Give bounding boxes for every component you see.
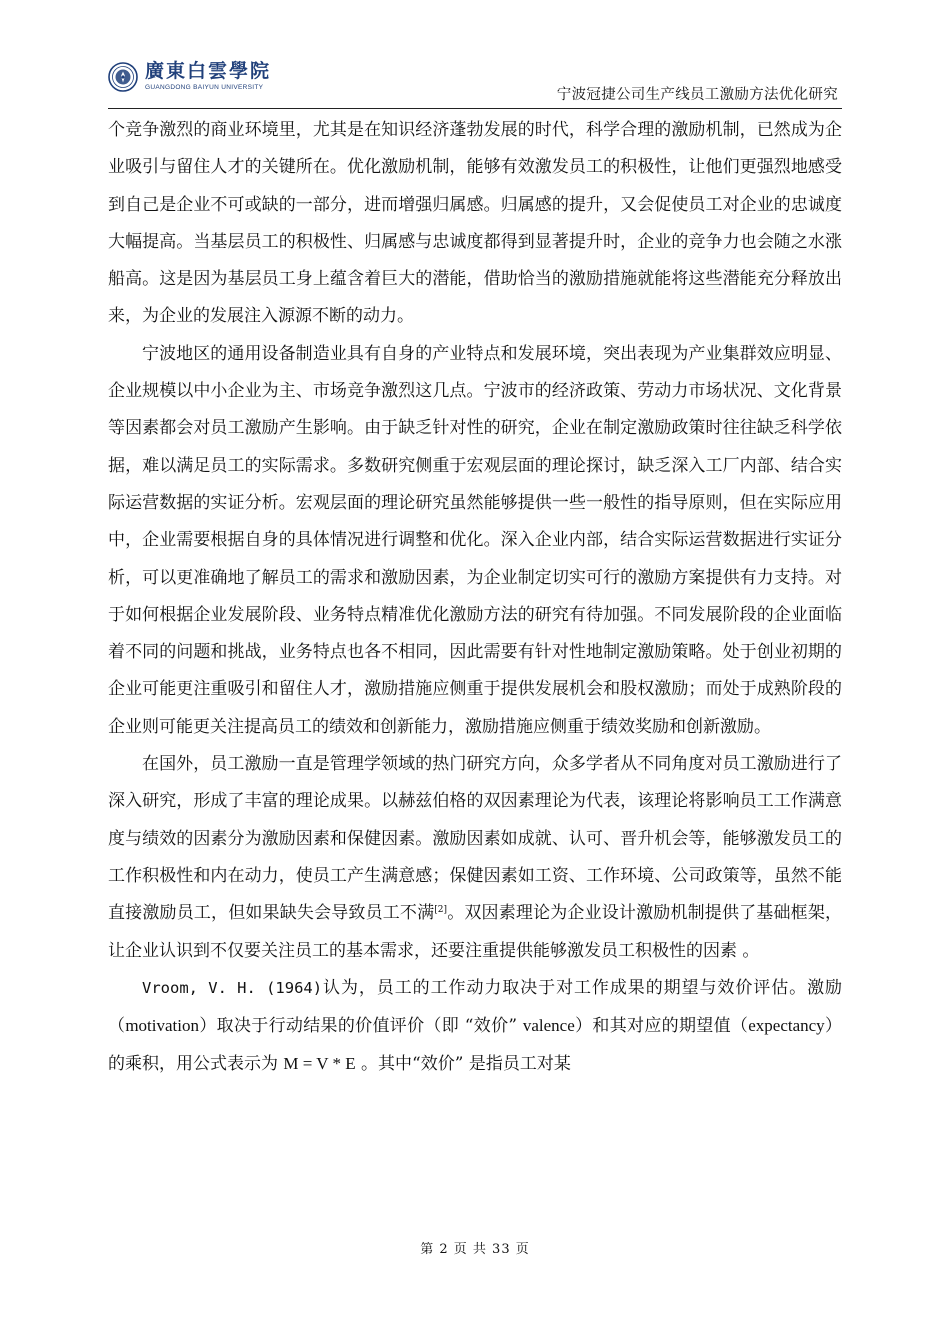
formula: M = V * E	[283, 1054, 356, 1074]
term-valence: valence	[522, 1016, 575, 1036]
term-expectancy: expectancy	[748, 1016, 825, 1036]
paragraph-4	[108, 970, 842, 1084]
page-footer	[0, 1238, 950, 1257]
paragraph-4-text-a: 认为，员工的工作动力取决于对工作成果的期望与效价评估。激励（	[108, 977, 842, 1037]
paragraph-1: 个竞争激烈的商业环境里，尤其是在知识经济蓬勃发展的时代，科学合理的激励机制，已然成为企业吸引与留住人才的关键所在。优化激励机制，能够有效激发员工的积极性，让他们更强烈地感受到自己是企业不可或缺的一部分，进而增强归属感。归属感的提升，又会促使员工对企业的忠诚度大幅提高。当基层员工的积极性、归属感与忠诚度都得到显著提升时，企业的竞争力也会随之水涨船高。这是因为基层员工身上蕴含着巨大的潜能，借助恰当的激励措施就能将这些潜能充分释放出来，为企业的发展注入源源不断的动力。	[108, 120, 842, 327]
paragraph-2: 宁波地区的通用设备制造业具有自身的产业特点和发展环境，突出表现为产业集群效应明显、企业规模以中小企业为主、市场竞争激烈这几点。宁波市的经济政策、劳动力市场状况、文化背景等因素都会对员工激励产生影响。由于缺乏针对性的研究，企业在制定激励政策时往往缺乏科学依据，难以满足员工的实际需求。多数研究侧重于宏观层面的理论探讨，缺乏深入工厂内部、结合实际运营数据的实证分析。宏观层面的理论研究虽然能够提供一些一般性的指导原则，但在实际应用中，企业需要根据自身的具体情况进行调整和优化。深入企业内部，结合实际运营数据进行实证分析，可以更准确地了解员工的需求和激励因素，为企业制定切实可行的激励方案提供有力支持。对于如何根据企业发展阶段、业务特点精准优化激励方法的研究有待加强。不同发展阶段的企业面临着不同的问题和挑战，业务特点也各不相同，因此需要有针对性地制定激励策略。处于创业初期的企业可能更注重吸引和留住人才，激励措施应侧重于提供发展机会和股权激励；而处于成熟阶段的企业则可能更关注提高员工的绩效和创新能力，激励措施应侧重于绩效奖励和创新激励。	[108, 343, 842, 737]
citation-ref: [2]	[434, 905, 448, 916]
header-title: 宁波冠捷公司生产线员工激励方法优化研究	[556, 87, 838, 103]
vroom-citation: Vroom, V. H. (1964)	[142, 978, 323, 997]
university-logo	[108, 60, 271, 92]
university-seal-icon	[108, 62, 138, 92]
body-text	[108, 112, 842, 1084]
logo-english-name: GUANGDONG BAIYUN UNIVERSITY	[145, 84, 264, 91]
page-header	[108, 60, 842, 109]
paragraph-3-text-b: 。双因素理论为企业设计激励机制提供了基础框架，让企业认识到不仅要关注员工的基本需求，还要注重提供能够激发员工积极性的因素 。	[108, 903, 843, 961]
paragraph-3	[108, 746, 842, 970]
paragraph-3-text-a: 在国外，员工激励一直是管理学领域的热门研究方向，众多学者从不同角度对员工激励进行了深入研究，形成了丰富的理论成果。以赫兹伯格的双因素理论为代表，该理论将影响员工工作满意度与绩效的因素分为激励因素和保健因素。激励因素如成就、认可、晋升机会等，能够激发员工的工作积极性和内在动力，使员工产生满意感；保健因素如工资、工作环境、公司政策等，虽然不能直接激励员工，但如果缺失会导致员工不满	[108, 754, 842, 924]
paragraph-4-text-b: ）取决于行动结果的价值评价（即 “效价”	[199, 1016, 523, 1037]
paragraph-4-text-e: 。其中“效价” 是指员工对某	[355, 1054, 571, 1075]
paragraph-4-text-d: ）的乘积，用公式表示为	[108, 1016, 843, 1075]
logo-chinese-name: 廣東白雲學院	[145, 60, 272, 82]
paragraph-4-text-c: ）和其对应的期望值（	[574, 1016, 749, 1037]
term-motivation: motivation	[125, 1016, 199, 1036]
page-number: 第 2 页 共 33 页	[420, 1242, 530, 1257]
